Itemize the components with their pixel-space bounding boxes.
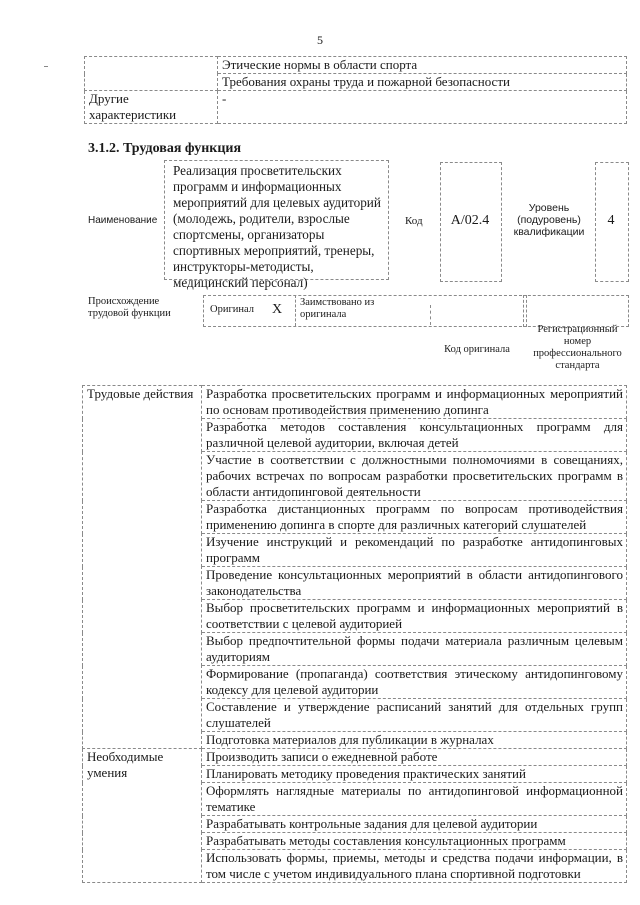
labor-actions-label: Трудовые действия: [83, 386, 202, 749]
reg-number-label: Регистрационный номер профессионального стандарта: [533, 324, 622, 371]
list-item: Участие в соответствии с должностными полномочиями в совещаниях, рабочих встречах по вопросам разработки просветительских программ в области антидопинговой деятельности: [202, 452, 627, 501]
original-mark: X: [272, 302, 283, 317]
table-row: [85, 91, 627, 124]
list-item: Выбор предпочтительной формы подачи материала различным целевым аудиториям: [202, 633, 627, 666]
origin-label: Происхождение трудовой функции: [88, 296, 171, 319]
list-item: Изучение инструкций и рекомендаций по разработке антидопинговых программ: [202, 534, 627, 567]
list-item: Планировать методику проведения практических занятий: [202, 766, 627, 783]
reg-number-box: [523, 295, 629, 327]
list-item: Подготовка материалов для публикации в журналах: [202, 732, 627, 749]
code-label: Код: [405, 215, 423, 227]
borrowed-label: Заимствовано из оригинала: [300, 297, 375, 320]
list-item: Формирование (пропаганда) соответствия этическому антидопинговому кодексу для целевой аудитории: [202, 666, 627, 699]
row-value: Требования охраны труда и пожарной безопасности: [218, 74, 627, 91]
list-item: Разрабатывать контрольные задания для целевой аудитории: [202, 816, 627, 833]
list-item: Проведение консультационных мероприятий в области антидопингового законодательства: [202, 567, 627, 600]
list-item: Разработка просветительских программ и информационных мероприятий по основам противодействия применению допинга: [202, 386, 627, 419]
list-item: Выбор просветительских программ и информационных мероприятий в соответствии с целевой аудиторией: [202, 600, 627, 633]
list-item: Составление и утверждение расписаний занятий для отдельных групп слушателей: [202, 699, 627, 732]
row-value: Этические нормы в области спорта: [218, 57, 627, 74]
list-item: Разработка дистанционных программ по вопросам противодействия применению допинга в спорте для различных категорий слушателей: [202, 501, 627, 534]
characteristics-table: [84, 56, 627, 124]
page-number: 5: [317, 33, 323, 47]
function-name: Реализация просветительских программ и информационных мероприятий для целевых аудиторий (молодежь, родители, взрослые спортсмены, организаторы спортивных мероприятий, тренеры, инструкторы-методисты, медицинский персонал): [164, 160, 389, 280]
row-label-other: Другие характеристики: [85, 91, 218, 124]
table-row: [83, 386, 627, 419]
divider: [430, 305, 432, 325]
list-item: Оформлять наглядные материалы по антидопинговой информационной тематике: [202, 783, 627, 816]
level-label: Уровень (подуровень) квалификации: [513, 202, 585, 238]
table-row: [85, 57, 627, 74]
level-value: 4: [607, 213, 615, 228]
divider: [295, 295, 297, 326]
scan-speck: [44, 66, 48, 67]
table-row: [83, 749, 627, 766]
list-item: Использовать формы, приемы, методы и средства подачи информации, в том числе с учетом индивидуального плана спортивной подготовки: [202, 850, 627, 883]
row-value: -: [218, 91, 627, 124]
required-skills-label: Необходимые умения: [83, 749, 202, 883]
labor-function-table: [82, 385, 627, 883]
list-item: Разработка методов составления консультационных программ для различной целевой аудитории, включая детей: [202, 419, 627, 452]
list-item: Производить записи о ежедневной работе: [202, 749, 627, 766]
section-title: 3.1.2. Трудовая функция: [88, 141, 242, 156]
code-original-label: Код оригинала: [444, 344, 510, 355]
list-item: Разрабатывать методы составления консультационных программ: [202, 833, 627, 850]
original-label: Оригинал: [210, 304, 254, 315]
name-label: Наименование: [88, 215, 158, 226]
code-value: A/02.4: [450, 213, 490, 228]
row-label: [85, 57, 218, 91]
